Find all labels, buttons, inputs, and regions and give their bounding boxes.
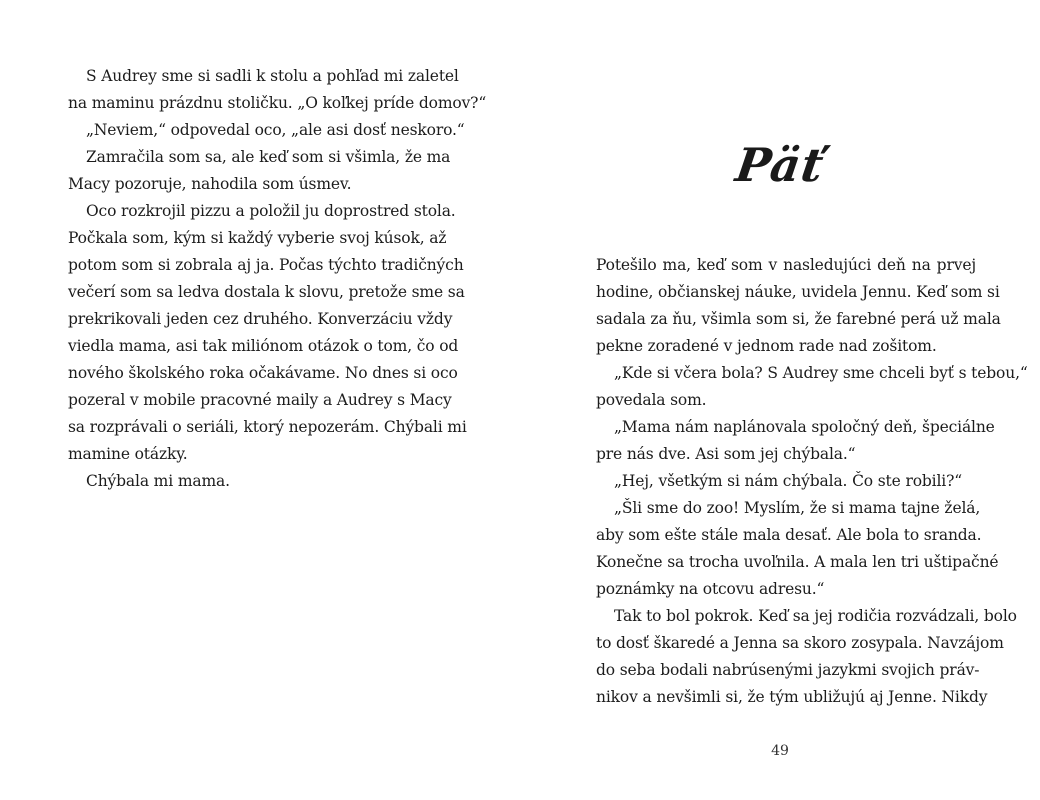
text-line: sa rozprávali o seriáli, ktorý nepozerám. Chýbali mi xyxy=(68,418,467,436)
text-line: pre nás dve. Asi som jej chýbala.“ xyxy=(596,445,856,463)
text-line: nového školského roka očakávame. No dnes si oco xyxy=(68,364,458,382)
text-line: Tak to bol pokrok. Keď sa jej rodičia rozvádzali, bolo xyxy=(614,607,1017,625)
text-line: na maminu prázdnu stoličku. „O koľkej príde domov?“ xyxy=(68,94,487,112)
text-line: potom som si zobrala aj ja. Počas týchto tradičných xyxy=(68,256,464,274)
right-page xyxy=(520,0,1040,800)
text-line: „Neviem,“ odpovedal oco, „ale asi dosť neskoro.“ xyxy=(86,121,465,139)
text-line: „Hej, všetkým si nám chýbala. Čo ste robili?“ xyxy=(614,472,963,490)
text-line: pozeral v mobile pracovné maily a Audrey s Macy xyxy=(68,391,452,409)
text-line: „Šli sme do zoo! Myslím, že si mama tajne želá, xyxy=(614,499,981,517)
text-line: poznámky na otcovu adresu.“ xyxy=(596,580,825,598)
text-line: sadala za ňu, všimla som si, že farebné perá už mala xyxy=(596,310,1001,328)
text-line: Konečne sa trocha uvoľnila. A mala len tri uštipačné xyxy=(596,553,999,571)
text-line: Macy pozoruje, nahodila som úsmev. xyxy=(68,175,352,193)
text-line: do seba bodali nabrúsenými jazykmi svojich práv- xyxy=(596,661,980,679)
text-line: povedala som. xyxy=(596,391,707,409)
page-number: 49 xyxy=(771,743,789,759)
text-line: S Audrey sme si sadli k stolu a pohľad mi zaletel xyxy=(86,67,459,85)
text-line: nikov a nevšimli si, že tým ubližujú aj Jenne. Nikdy xyxy=(596,688,988,706)
text-line: to dosť škaredé a Jenna sa skoro zosypala. Navzájom xyxy=(596,634,1004,652)
chapter-title: Päť xyxy=(732,138,828,192)
text-line: Počkala som, kým si každý vyberie svoj kúsok, až xyxy=(68,229,447,247)
text-line: mamine otázky. xyxy=(68,445,188,463)
text-line: prekrikovali jeden cez druhého. Konverzáciu vždy xyxy=(68,310,453,328)
text-line: Chýbala mi mama. xyxy=(86,472,230,490)
text-line: hodine, občianskej náuke, uvidela Jennu. Keď som si xyxy=(596,283,1000,301)
text-line: „Mama nám naplánovala spoločný deň, špeciálne xyxy=(614,418,995,436)
text-line: večerí som sa ledva dostala k slovu, pretože sme sa xyxy=(68,283,465,301)
text-line: viedla mama, asi tak miliónom otázok o tom, čo od xyxy=(68,337,459,355)
text-line: aby som ešte stále mala desať. Ale bola to sranda. xyxy=(596,526,982,544)
text-line: Zamračila som sa, ale keď som si všimla, že ma xyxy=(86,148,451,166)
text-line: „Kde si včera bola? S Audrey sme chceli byť s tebou,“ xyxy=(614,364,1028,382)
text-line: Oco rozkrojil pizzu a položil ju doprostred stola. xyxy=(86,202,456,220)
text-line: pekne zoradené v jednom rade nad zošitom. xyxy=(596,337,937,355)
text-line: Potešilo ma, keď som v nasledujúci deň na prvej xyxy=(596,256,976,274)
